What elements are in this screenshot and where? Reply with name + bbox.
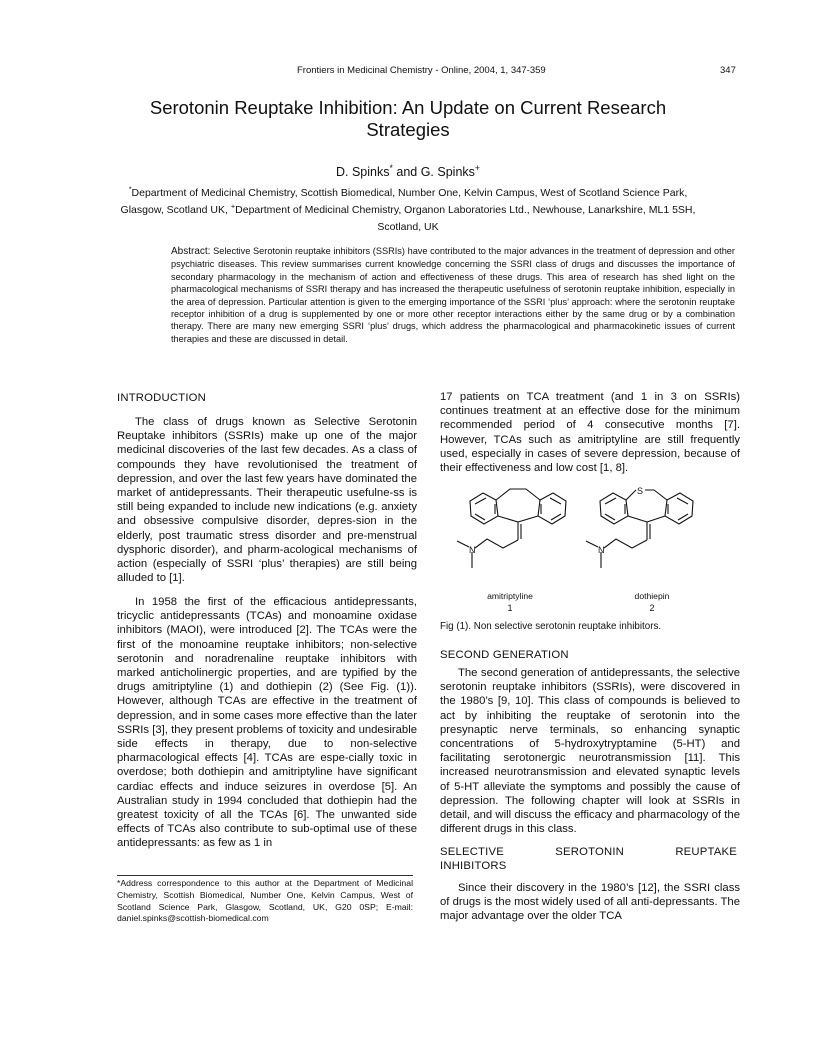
abstract <box>171 245 735 345</box>
propyl-chain <box>604 539 647 548</box>
author-2-mark: + <box>474 162 481 173</box>
heading-word: REUPTAKE <box>675 846 737 858</box>
paragraph-text: The class of drugs known as Selective Serotonin Reuptake inhibitors (SSRIs) make up one of the major medicinal discoveries of the last few decades. As a class of compounds they have revolutionised the treatment of depression, and over the last few years have dominated the market of antidepressants. Their therapeutic usefulne-ss is still being expanded to include new indications (e.g. anxiety and obsessive compulsive disorder, depres-sion in the elderly, post traumatic stress disorder and pre-menstrual dysphoric disorder), and pharm-acological mechanisms of action (especially of SSRI ‘plus’ therapies) are still being alluded to [1]. <box>117 416 417 585</box>
author-list <box>100 162 716 179</box>
paragraph-text: 17 patients on TCA treatment (and 1 in 3 on SSRIs) continues treatment at an effective dose for the minimum recommended period of 4 consecutive months [7]. However, TCAs such as amitriptyline are still frequently used, especially in cases of severe depression, because of their effectiveness and low cost [1, 8]. <box>440 391 740 475</box>
heading-line-1 <box>440 845 737 859</box>
dothiepin-nitrogen-atom: N <box>598 545 605 555</box>
dothiepin-sulfur-atom: S <box>637 486 644 496</box>
amitriptyline-structure <box>457 489 566 568</box>
second-generation-paragraph <box>440 666 740 836</box>
affiliation-1: Department of Medicinal Chemistry, Scottish Biomedical, Number One, Kelvin Campus, West of Scotland Science Park, Glasgow, Scotland UK, <box>120 187 688 216</box>
amitriptyline-number: 1 <box>507 603 513 613</box>
title-line-2: Strategies <box>366 119 450 140</box>
sulfur-bond-left <box>626 490 636 500</box>
page-number: 347 <box>720 65 736 76</box>
heading-selective-serotonin-reuptake-inhibitors <box>440 845 737 873</box>
affiliation-2-mark: + <box>230 201 236 211</box>
author-2: G. Spinks <box>420 165 475 179</box>
abstract-label: Abstract: <box>171 246 211 257</box>
introduction-paragraph-2 <box>117 595 417 851</box>
affiliations <box>110 185 706 236</box>
paragraph-text: In 1958 the first of the efficacious antidepressants, tricyclic antidepressants (TCAs) and monoamine oxidase inhibitors (MAOI), were introduced [2]. The TCAs were the first of the monoamine reuptake inhibitors; non-selective serotonin and noradrenaline reuptake inhibitors with marked anticholinergic properties, and are typified by the drugs amitriptyline (1) and dothiepin (2) (See Fig. (1)). However, although TCAs are effective in the treatment of depression, and in some cases more effective than the later SSRIs [3], they present problems of toxicity and undesirable side effects in therapy, due to non-selective pharmacological effects [4]. TCAs are espe-cially toxic in overdose; both dothiepin and amitriptyline have significant cardiac effects and induce seizures in overdose [5]. An Australian study in 1994 concluded that dothiepin had the greatest toxicity of all the TCAs [6]. The unwanted side effects of TCAs also contribute to sub-optimal use of these antidepressants: as few as 1 in <box>117 596 417 850</box>
author-conjunction: and <box>392 165 421 179</box>
heading-line-2: INHIBITORS <box>440 860 507 873</box>
propyl-chain <box>475 539 518 548</box>
correspondence-footnote: *Address correspondence to this author at the Department of Medicinal Chemistry, Scottish Biomedical, Number One, Kelvin Campus, West of Scotland Science Park, Glasgow, Scotland, UK, G20 0SP; E-mail: daniel.spinks@scottish-biomedical.com <box>117 878 413 924</box>
dothiepin-structure <box>586 490 693 568</box>
affiliation-2: Department of Medicinal Chemistry, Organon Laboratories Ltd., Newhouse, Lanarkshire, ML1 5SH, Scotland, UK <box>235 204 696 233</box>
dothiepin-label: dothiepin <box>634 591 670 601</box>
introduction-paragraph-1 <box>117 415 417 585</box>
abstract-text: Selective Serotonin reuptake inhibitors (SSRIs) have contributed to the major advances in the treatment of depression and other psychiatric diseases. This review summarises current knowledge concerning the SSRI class of drugs and discusses the importance of secondary pharmacology in the mechanism of action and effectiveness of these drugs. This area of research has shed light on the pharmacological mechanisms of SSRI therapy and has increased the therapeutic usefulness of serotonin reuptake inhibition, especially in the area of depression. Particular attention is given to the emerging importance of the SSRI ‘plus’ approach: where the serotonin reuptake receptor inhibition of a drug is supplemented by one or more other receptor interactions either by the same drug or by a combination therapy. There are many new emerging SSRI ‘plus’ drugs, which address the pharmacological and pharmacokinetic issues of current therapies and these are discussed in detail. <box>171 246 735 344</box>
introduction-paragraph-2-continued <box>440 390 740 475</box>
ssri-paragraph <box>440 881 740 924</box>
figure-1-caption: Fig (1). Non selective serotonin reuptake inhibitors. <box>440 621 662 632</box>
amitriptyline-label: amitriptyline <box>487 591 533 601</box>
heading-introduction: INTRODUCTION <box>117 392 207 404</box>
paragraph-text: Since their discovery in the 1980’s [12], the SSRI class of drugs is the most widely used of all anti-depressants. The major advantage over the older TCA <box>440 882 740 923</box>
author-1-mark: * <box>389 162 393 173</box>
sulfur-bond-right <box>645 490 667 500</box>
heading-word: SEROTONIN <box>555 846 625 858</box>
affiliation-1-mark: * <box>128 184 132 194</box>
heading-word: SELECTIVE <box>440 846 504 858</box>
journal-citation: Frontiers in Medicinal Chemistry - Online, 2004, 1, 347-359 <box>297 65 546 76</box>
heading-second-generation: SECOND GENERATION <box>440 649 569 661</box>
amitriptyline-nitrogen-atom: N <box>469 545 476 555</box>
article-title <box>100 97 716 141</box>
paragraph-text: The second generation of antidepressants, the selective serotonin reuptake inhibitors (SSRIs), were discovered in the 1980’s [9, 10]. This class of compounds is believed to act by inhibiting the reuptake of serotonin into the presynaptic nerve terminals, so enhancing synaptic concentrations of 5-hydroxytryptamine (5-HT) and facilitating serotonergic neurotransmission [11]. This increased neurotransmission and elevated synaptic levels of 5-HT alleviate the symptoms and possibly the cause of depression. The following chapter will look at SSRIs in detail, and will discuss the efficacy and pharmacology of the different drugs in this class. <box>440 667 740 836</box>
ethylene-bridge <box>496 489 540 500</box>
author-1: D. Spinks <box>335 165 390 179</box>
figure-1 <box>440 476 740 616</box>
dothiepin-number: 2 <box>649 603 655 613</box>
title-line-1: Serotonin Reuptake Inhibition: An Update on Current Research <box>149 97 667 118</box>
footnote-divider <box>117 875 413 876</box>
